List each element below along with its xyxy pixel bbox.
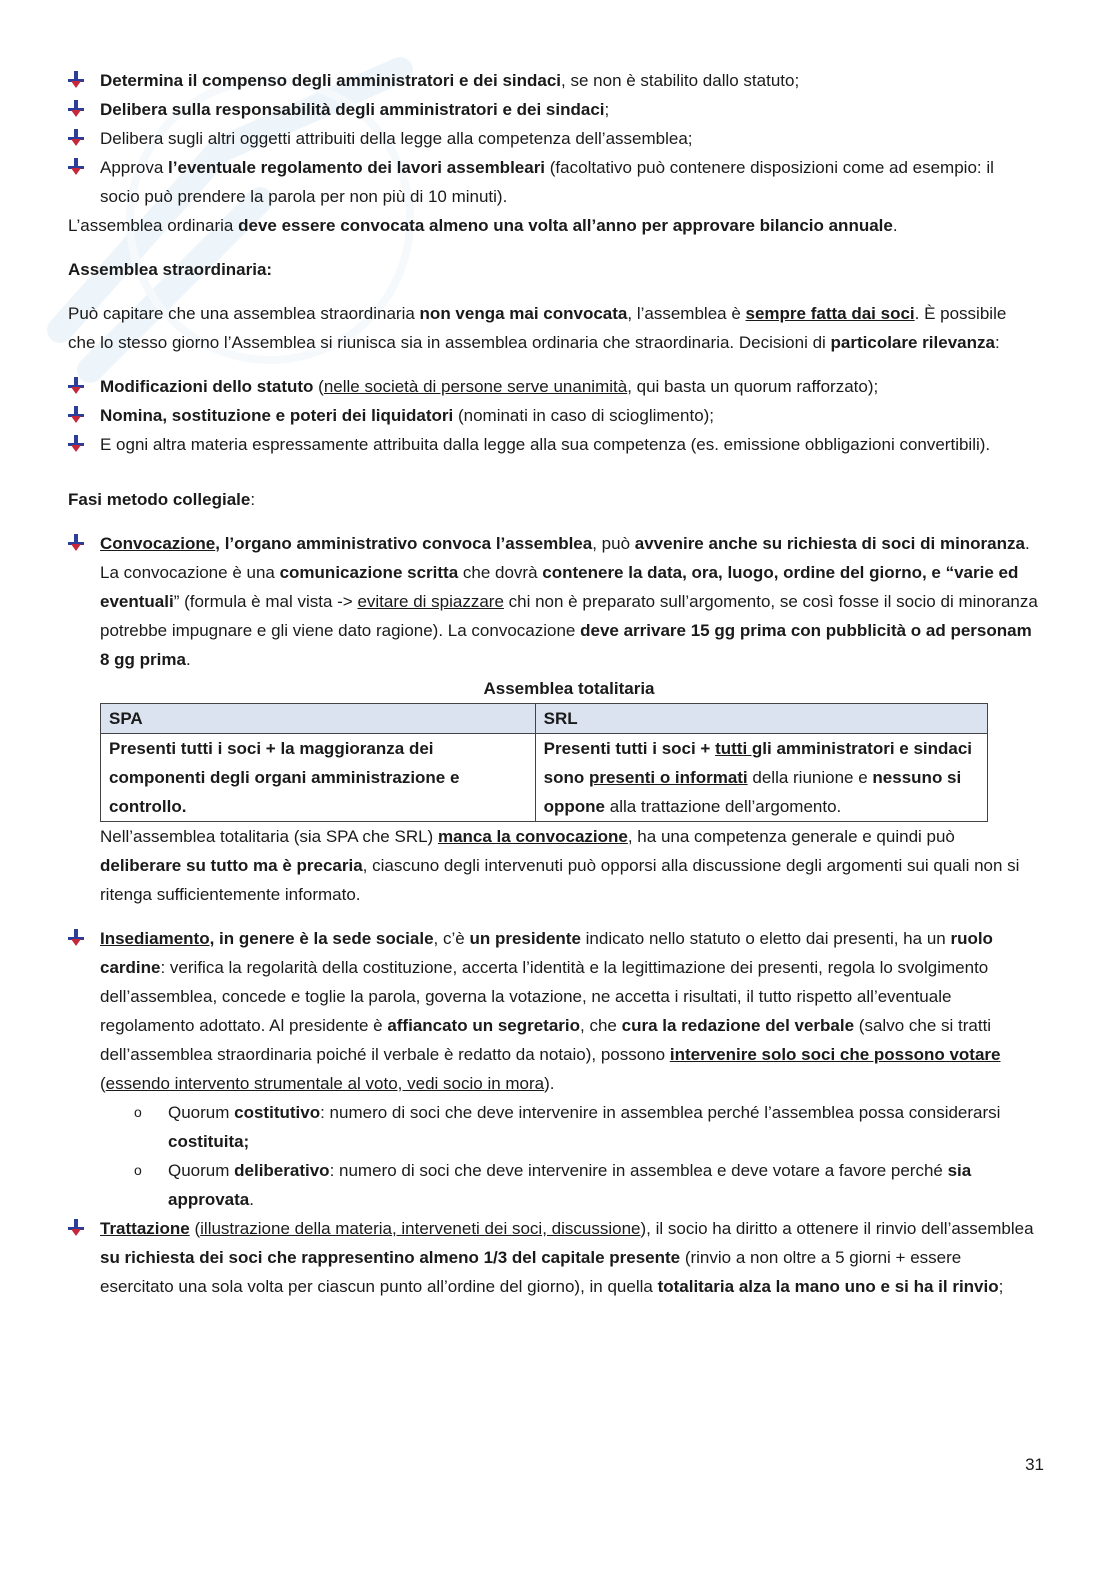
text-underline: illustrazione della materia, interveneti dei soci, discussione: [200, 1219, 641, 1238]
text: (: [100, 1074, 106, 1093]
text: L’assemblea ordinaria: [68, 216, 239, 235]
text-bold: deliberare su tutto ma è precaria: [100, 856, 363, 875]
text: (rinvio a non oltre a 5 giorni + essere esercitato una sola volta per ciascun punto all’ordine del giorno), in quella: [100, 1248, 962, 1296]
text-bold: un presidente: [469, 929, 581, 948]
text-bold: avvenire anche su richiesta di soci di minoranza: [634, 534, 1025, 553]
sub-list-item: [68, 1098, 1038, 1156]
text-bold-underline: Insediamento,: [100, 929, 215, 948]
list-item: [68, 95, 1038, 124]
totalitaria-table: [100, 703, 988, 822]
heading-fasi: [68, 485, 1038, 514]
arrow-down-bullet-icon: [68, 377, 84, 395]
text-bold: deliberativo: [234, 1161, 330, 1180]
table-title: Assemblea totalitaria: [483, 679, 655, 698]
text: : numero di soci che deve intervenire in assemblea perché l’assemblea possa considerarsi: [320, 1103, 1001, 1122]
text: :: [994, 333, 1000, 352]
text-bold: costituita;: [168, 1132, 250, 1151]
text: chi non è preparato sull’argomento, se così fosse il socio di minoranza potrebbe impugnare e gli viene dato ragione). La convocazione: [100, 592, 1038, 640]
text: : verifica la regolarità della costituzione, accerta l’identità e la legittimazione dei presenti, regola lo svolgimento dell’assemblea, concede e toglie la parola, governa la votazione, ne accetta i risultati, il tutto rispetto all’eventuale regolamento adottato. Al presidente è: [100, 958, 989, 1035]
list-item: [68, 124, 1038, 153]
text: .: [249, 1190, 254, 1209]
text: , se non è stabilito dallo statuto;: [561, 71, 800, 90]
text-bold: , l’organo amministrativo convoca l’assemblea: [215, 534, 593, 553]
text-bold: in genere è la sede sociale: [214, 929, 434, 948]
text-bold: totalitaria alza la mano uno e si ha il rinvio: [657, 1277, 999, 1296]
text: alla trattazione dell’argomento.: [605, 797, 842, 816]
text-bold-underline: sempre fatta dai soci: [745, 304, 915, 323]
list-item: [68, 372, 1038, 401]
text: ), il socio ha diritto a ottenere il rinvio dell’assemblea: [640, 1219, 1034, 1238]
text: ;: [604, 100, 610, 119]
arrow-down-bullet-icon: [68, 158, 84, 176]
text-bold: ruolo cardine: [100, 929, 993, 977]
list-item: [68, 66, 1038, 95]
sub-list-item: [68, 1156, 1038, 1214]
text: .: [892, 216, 898, 235]
text: (facoltativo può contenere disposizioni come ad esempio: il socio può prendere la parola per non più di 10 minuti).: [100, 158, 994, 206]
text-bold: affiancato un segretario: [387, 1016, 581, 1035]
list-item: [68, 430, 1038, 459]
text-bold-underline: intervenire solo soci che possono votare: [669, 1045, 1001, 1064]
text: . La convocazione è una: [100, 534, 1030, 582]
text: indicato nello statuto o eletto dai presenti, ha un: [580, 929, 951, 948]
text-bold: Nomina, sostituzione e poteri dei liquidatori: [100, 406, 454, 425]
text: ).: [544, 1074, 555, 1093]
list-item-insediamento: [68, 924, 1038, 1098]
text: Quorum: [168, 1103, 235, 1122]
text: , c’è: [433, 929, 470, 948]
list-item-convocazione: [68, 529, 1038, 674]
text: (salvo che si tratti dell’assemblea straordinaria poiché il verbale è redatto da notaio), possono: [100, 1016, 992, 1064]
page-number: 31: [1025, 1455, 1044, 1474]
text: (nominati in caso di scioglimento);: [453, 406, 715, 425]
text-bold-underline: tutti g: [715, 739, 763, 758]
heading-straordinaria: [68, 255, 1038, 284]
circle-bullet: o: [134, 1162, 142, 1178]
paragraph-straordinaria: [68, 299, 1038, 357]
text-bold: su richiesta dei soci che rappresentino almeno 1/3 del capitale presente: [100, 1248, 681, 1267]
arrow-down-bullet-icon: [68, 100, 84, 118]
table-header-spa: SPA: [101, 704, 536, 734]
text-bold: Modificazioni dello statuto: [100, 377, 314, 396]
arrow-down-bullet-icon: [68, 129, 84, 147]
text: Nell’assemblea totalitaria (sia SPA che SRL): [100, 827, 438, 846]
text: Delibera sugli altri oggetti attribuiti della legge alla competenza dell’assemblea;: [100, 129, 693, 148]
text: ;: [998, 1277, 1004, 1296]
text: Quorum: [168, 1161, 235, 1180]
text-bold-underline: presenti o informati: [588, 768, 748, 787]
text: .: [185, 650, 191, 669]
text-bold: cura la redazione del verbale: [621, 1016, 855, 1035]
text: : numero di soci che deve intervenire in assemblea e deve votare a favore perché: [329, 1161, 948, 1180]
text-bold: contenere la data, ora, luogo, ordine del giorno, e “varie ed eventuali: [100, 563, 1019, 611]
text: :: [250, 490, 256, 509]
table-row: [101, 734, 988, 822]
text: (: [189, 1219, 201, 1238]
text-bold: Determina il compenso degli amministratori e dei sindaci: [100, 71, 562, 90]
text: Può capitare che una assemblea straordinaria: [68, 304, 420, 323]
text-bold: Fasi metodo collegiale: [68, 490, 251, 509]
table-header-row: [101, 704, 988, 734]
text: E ogni altra materia espressamente attribuita dalla legge alla sua competenza (es. emissione obbligazioni convertibili).: [100, 435, 991, 454]
list-item: [68, 401, 1038, 430]
text-bold-underline: Convocazione: [100, 534, 216, 553]
text-bold: Assemblea straordinaria:: [68, 260, 273, 279]
text: , qui basta un quorum rafforzato);: [627, 377, 879, 396]
text-underline: essendo intervento strumentale al voto, vedi socio in mora: [105, 1074, 545, 1093]
text-bold-underline: Trattazione: [100, 1219, 190, 1238]
table-header-srl: SRL: [535, 704, 987, 734]
text: Approva: [100, 158, 169, 177]
text: . È possibile che lo stesso giorno l’Assemblea si riunisca sia in assemblea ordinaria che straordinaria. Decisioni di: [68, 304, 1007, 352]
text-bold: comunicazione scritta: [279, 563, 459, 582]
arrow-down-bullet-icon: [68, 406, 84, 424]
text: , che: [580, 1016, 622, 1035]
text: ” (formula è mal vista ->: [173, 592, 358, 611]
text: (: [313, 377, 324, 396]
text-bold: deve arrivare 15 gg prima con pubblicità o ad personam 8 gg prima: [100, 621, 1032, 669]
text: che dovrà: [458, 563, 543, 582]
text-bold: non venga mai convocata: [419, 304, 628, 323]
text: , ha una competenza generale e quindi può: [627, 827, 955, 846]
text-bold: particolare rilevanza: [830, 333, 995, 352]
text-bold: l’eventuale regolamento dei lavori assembleari: [168, 158, 546, 177]
text-bold-underline: manca la convocazione: [437, 827, 628, 846]
arrow-down-bullet-icon: [68, 71, 84, 89]
text-underline: nelle società di persone serve unanimità: [323, 377, 628, 396]
text-underline: evitare di spiazzare: [357, 592, 504, 611]
list-item-trattazione: [68, 1214, 1038, 1301]
text: , l’assemblea è: [627, 304, 746, 323]
text: , ciascuno degli intervenuti può opporsi alla discussione degli argomenti sui quali non si ritenga sufficientemente informato.: [100, 856, 1020, 904]
text-bold: li amministratori e sindaci sono: [543, 739, 973, 787]
paragraph-totalitaria: [68, 822, 1038, 909]
circle-bullet: o: [134, 1104, 142, 1120]
arrow-down-bullet-icon: [68, 1219, 84, 1237]
arrow-down-bullet-icon: [68, 435, 84, 453]
text-bold: costitutivo: [234, 1103, 321, 1122]
text-bold: nessuno si oppone: [543, 768, 962, 816]
table-cell-spa: Presenti tutti i soci + la maggioranza dei componenti degli organi amministrazione e controllo.: [101, 734, 536, 822]
arrow-down-bullet-icon: [68, 534, 84, 552]
text: della riunione e: [747, 768, 873, 787]
text-bold: sia approvata: [168, 1161, 972, 1209]
list-item: [68, 153, 1038, 211]
paragraph-ordinaria: [68, 211, 1038, 240]
text-bold: Presenti tutti i soci +: [543, 739, 716, 758]
document-page: [68, 66, 1038, 1301]
text: , può: [592, 534, 635, 553]
text-bold: Delibera sulla responsabilità degli amministratori e dei sindaci: [100, 100, 605, 119]
arrow-down-bullet-icon: [68, 929, 84, 947]
table-cell-srl: [535, 734, 987, 822]
text-bold: deve essere convocata almeno una volta all’anno per approvare bilancio annuale: [238, 216, 893, 235]
